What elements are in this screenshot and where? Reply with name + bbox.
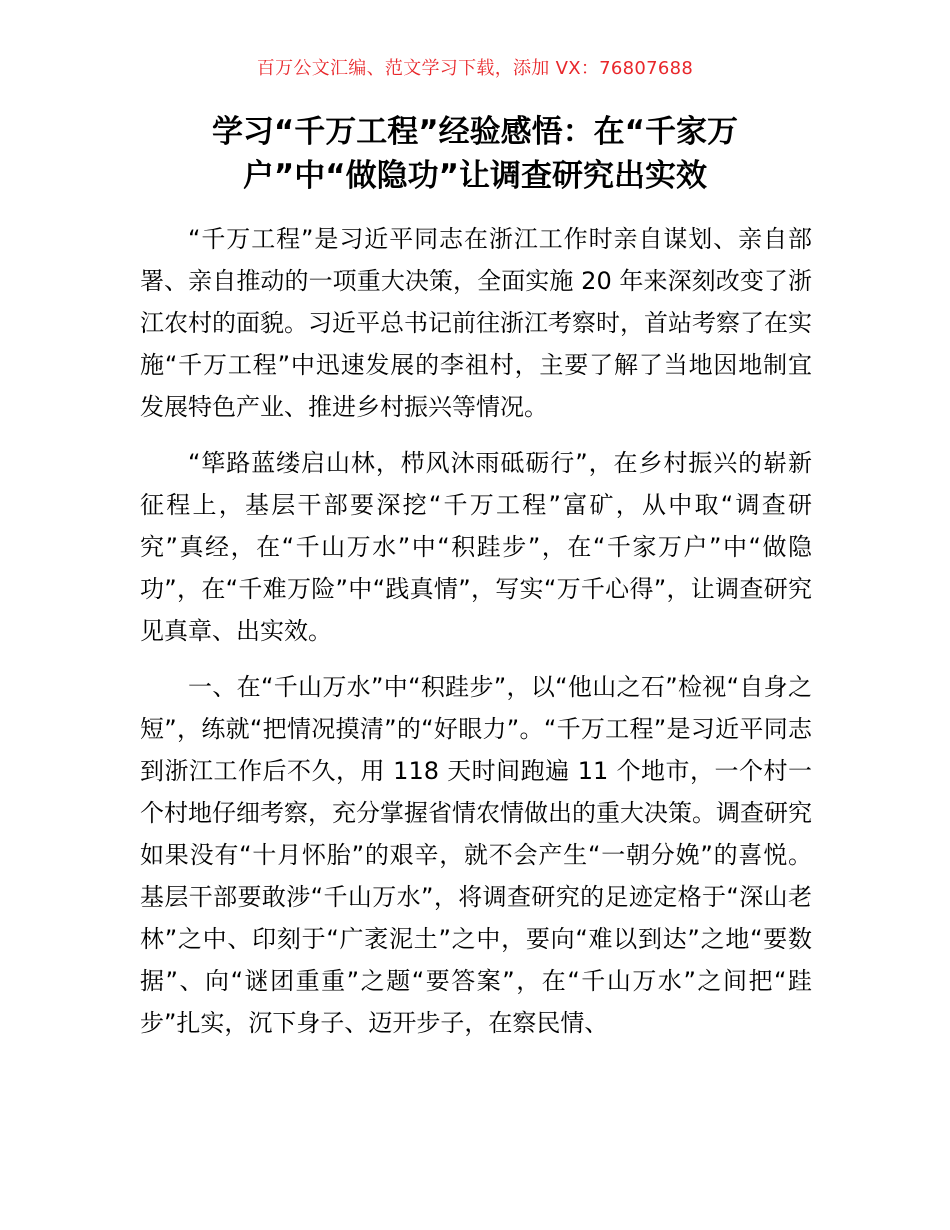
paragraph-overview: “筚路蓝缕启山林，栉风沐雨砥砺行”，在乡村振兴的崭新征程上，基层干部要深挖“千万工程”富矿，从中取“调查研究”真经，在“千山万水”中“积跬步”，在“千家万户”中“做隐功”，在“千难万险”中“践真情”，写实“万千心得”，让调查研究见真章、出实效。 [140, 449, 812, 645]
paragraph-intro: “千万工程”是习近平同志在浙江工作时亲自谋划、亲自部署、亲自推动的一项重大决策，全面实施 20 年来深刻改变了浙江农村的面貌。习近平总书记前往浙江考察时，首站考察了在实施“千万工程”中迅速发展的李祖村，主要了解了当地因地制宜发展特色产业、推进乡村振兴等情况。 [140, 225, 812, 421]
title-line-1: 学习“千万工程”经验感悟：在“千家万 [211, 114, 739, 150]
title-line-2: 户”中“做隐功”让调查研究出实效 [242, 158, 708, 194]
document-body [140, 218, 812, 1044]
header-banner: 百万公文汇编、范文学习下载，添加 VX：76807688 [256, 58, 694, 79]
paragraph-section-one: 一、在“千山万水”中“积跬步”，以“他山之石”检视“自身之短”，练就“把情况摸清”的“好眼力”。“千万工程”是习近平同志到浙江工作后不久，用 118 天时间跑遍 11 个地市，一个村一个村地仔细考察，充分掌握省情农情做出的重大决策。调查研究如果没有“十月怀胎”的艰辛，就不会产生“一朝分娩”的喜悦。基层干部要敢涉“千山万水”，将调查研究的足迹定格于“深山老林”之中、印刻于“广袤泥土”之中，要向“难以到达”之地“要数据”、向“谜团重重”之题“要答案”，在“千山万水”之间把“跬步”扎实，沉下身子、迈开步子，在察民情、 [140, 673, 812, 1037]
document-title [140, 110, 810, 198]
